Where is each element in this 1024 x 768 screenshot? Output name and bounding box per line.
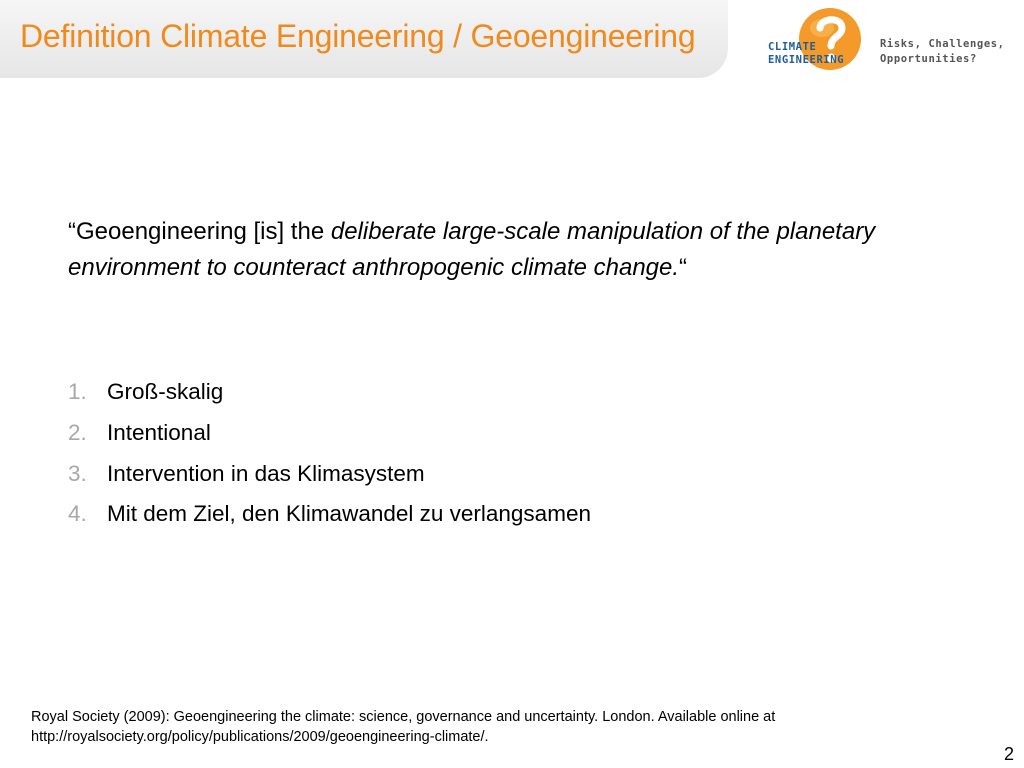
criteria-text: Intervention in das Klimasystem <box>107 460 425 486</box>
logo-word-climate: CLIMATE <box>768 41 817 53</box>
criteria-list <box>68 372 591 535</box>
logo-tagline-line2: Opportunities? <box>880 53 977 65</box>
criteria-item <box>68 413 591 454</box>
criteria-number: 4. <box>68 501 87 527</box>
reference-line2: http://royalsociety.org/policy/publications/2009/geoengineering-climate/. <box>31 729 489 745</box>
quote-emphasis-text: deliberate large-scale manipulation of the planetary environment to counteract anthropogenic climate change. <box>68 218 876 281</box>
criteria-text: Mit dem Ziel, den Klimawandel zu verlangsamen <box>107 501 591 527</box>
definition-quote <box>68 214 948 286</box>
reference-line1: Royal Society (2009): Geoengineering the climate: science, governance and uncertainty. London. Available online at <box>31 709 776 725</box>
criteria-number: 1. <box>68 379 87 404</box>
climate-engineering-logo <box>764 6 1014 72</box>
criteria-text: Intentional <box>107 419 211 445</box>
logo-tagline-line1: Risks, Challenges, <box>880 38 1005 50</box>
quote-open-mark: “ <box>68 218 76 245</box>
slide-title: Definition Climate Engineering / Geoengineering <box>20 18 696 54</box>
page-number: 2 <box>1003 744 1014 764</box>
quote-lead-text: Geoengineering [is] the <box>76 218 331 245</box>
criteria-item <box>68 494 591 535</box>
criteria-item <box>68 372 591 413</box>
criteria-item <box>68 454 591 495</box>
logo-word-engineering: ENGINEERING <box>768 54 845 66</box>
reference-citation <box>31 707 931 747</box>
criteria-number: 3. <box>68 460 87 486</box>
criteria-text: Groß-skalig <box>107 379 224 404</box>
title-band <box>0 0 728 78</box>
criteria-number: 2. <box>68 419 87 445</box>
quote-close-mark: “ <box>679 254 688 281</box>
